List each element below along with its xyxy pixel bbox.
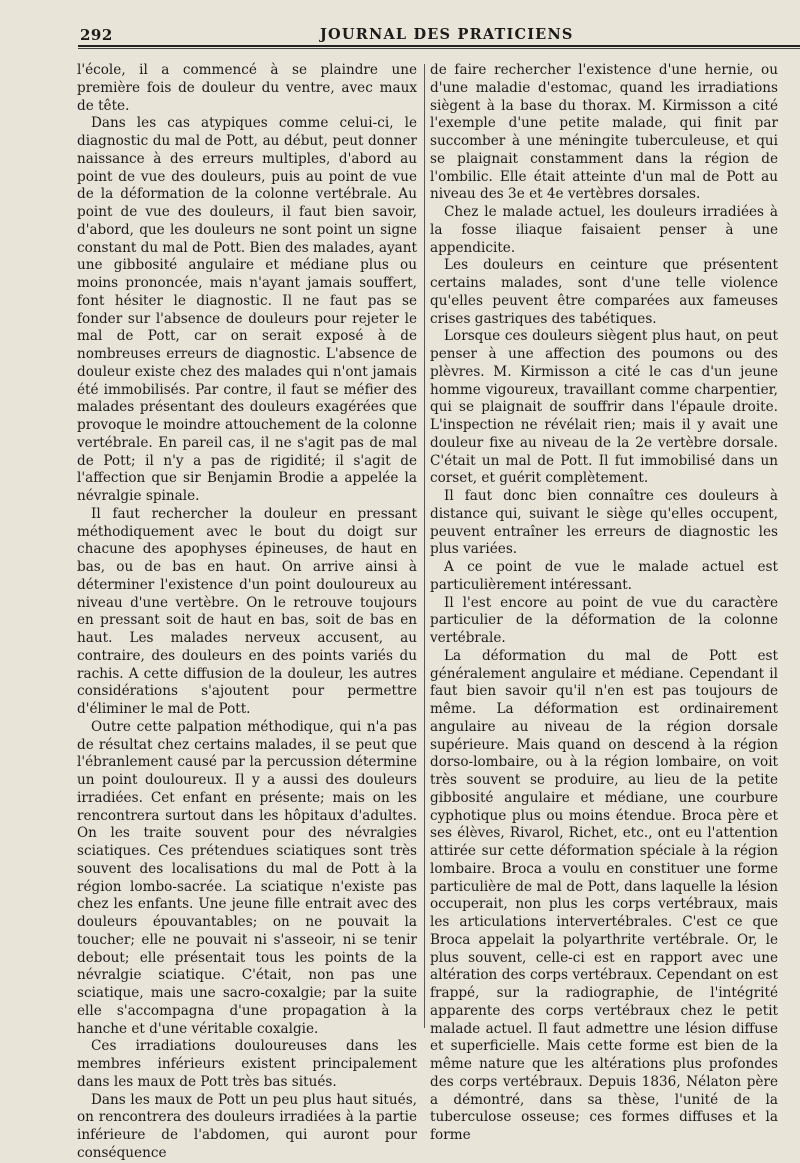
paragraph: Il faut donc bien connaître ces douleurs à distance qui, suivant le siège qu'elles occupent, peuvent entraîner les erreurs de diagnostic les plus variées.	[430, 488, 778, 558]
paragraph: A ce point de vue le malade actuel est particulièrement intéressant.	[430, 559, 778, 593]
column-divider	[424, 64, 425, 1028]
paragraph: Lorsque ces douleurs siègent plus haut, on peut penser à une affection des poumons ou des plèvres. M. Kirmisson a cité le cas d'un jeune homme vigoureux, travaillant comme charpentier, qui se plaignait de souffrir dans l'épaule droite. L'inspection ne révélait rien; mais il y avait une douleur fixe au niveau de la 2e vertèbre dorsale. C'était un mal de Pott. Il fut immobilisé dans un corset, et guérit complètement.	[430, 328, 778, 487]
paragraph: Dans les maux de Pott un peu plus haut situés, on rencontrera des douleurs irradiées à la partie inférieure de l'abdomen, qui auront pour conséquence	[77, 1091, 417, 1161]
paragraph: l'école, il a commencé à se plaindre une première fois de douleur du ventre, avec maux de tête.	[77, 62, 417, 114]
left-column	[77, 62, 417, 1163]
paragraph: Les douleurs en ceinture que présentent certains malades, sont d'une telle violence qu'elles peuvent être comparées aux fameuses crises gastriques des tabétiques.	[430, 257, 778, 327]
right-column	[430, 62, 778, 1145]
paragraph: de faire rechercher l'existence d'une hernie, ou d'une maladie d'estomac, quand les irradiations siègent à la base du thorax. M. Kirmisson a cité l'exemple d'une petite malade, qui finit par succomber à une méningite tuberculeuse, et qui se plaignait constamment dans la région de l'ombilic. Elle était atteinte d'un mal de Pott au niveau des 3e et 4e vertèbres dorsales.	[430, 62, 778, 203]
paragraph: Il l'est encore au point de vue du caractère particulier de la déformation de la colonne vertébrale.	[430, 594, 778, 646]
paragraph: Chez le malade actuel, les douleurs irradiées à la fosse iliaque faisaient penser à une appendicite.	[430, 204, 778, 256]
header-rule-thin	[78, 48, 800, 49]
page-header	[80, 18, 800, 46]
paragraph: Ces irradiations douloureuses dans les membres inférieurs existent principalement dans les maux de Pott très bas situés.	[77, 1038, 417, 1090]
paragraph: Il faut rechercher la douleur en pressant méthodiquement avec le bout du doigt sur chacune des apophyses épineuses, de haut en bas, ou de bas en haut. On arrive ainsi à déterminer l'existence d'un point douloureux au niveau d'une vertèbre. On le retrouve toujours en pressant soit de haut en bas, soit de bas en haut. Les malades nerveux accusent, au contraire, des douleurs en des points variés du rachis. A cette diffusion de la douleur, les autres considérations s'ajoutent pour permettre d'éliminer le mal de Pott.	[77, 505, 417, 717]
header-rule	[78, 45, 800, 47]
paragraph: La déformation du mal de Pott est généralement angulaire et médiane. Cependant il faut bien savoir qu'il n'en est pas toujours de même. La déformation est ordinairement angulaire au niveau de la région dorsale supérieure. Mais quand on descend à la région dorso-lombaire, ou à la région lombaire, on voit très souvent se produire, au lieu de la petite gibbosité angulaire et médiane, une courbure cyphotique plus ou moins étendue. Broca père et ses élèves, Rivarol, Richet, etc., ont eu l'attention attirée sur cette déformation spéciale à la région lombaire. Broca a voulu en constituer une forme particulière de mal de Pott, dans laquelle la lésion occuperait, non plus les corps vertébraux, mais les articulations intervertébrales. C'est ce que Broca appelait la polyarthrite vertébrale. Or, le plus souvent, celle-ci est en rapport avec une altération des corps vertébraux. Cependant on est frappé, sur la radiographie, de l'intégrité apparente des corps vertébraux chez le petit malade actuel. Il faut admettre une lésion diffuse et superficielle. Mais cette forme est bien de la même nature que les altérations plus profondes des corps vertébraux. Depuis 1836, Nélaton père a démontré, dans sa thèse, l'unité de la tuberculose osseuse; ces formes diffuses et la forme	[430, 647, 778, 1143]
journal-title: JOURNAL DES PRATICIENS	[320, 26, 574, 43]
paragraph: Outre cette palpation méthodique, qui n'a pas de résultat chez certains malades, il se peut que l'ébranlement causé par la percussion détermine un point douloureux. Il y a aussi des douleurs irradiées. Cet enfant en présente; mais on les rencontrera surtout dans les hôpitaux d'adultes. On les traite souvent pour des névralgies sciatiques. Ces prétendues sciatiques sont très souvent des localisations du mal de Pott à la région lombo-sacrée. La sciatique n'existe pas chez les enfants. Une jeune fille entrait avec des douleurs épouvantables; on ne pouvait la toucher; elle ne pouvait ni s'asseoir, ni se tenir debout; elle présentait tous les points de la névralgie sciatique. C'était, non pas une sciatique, mais une sacro-coxalgie; par la suite elle s'accompagna d'une propagation à la hanche et d'une véritable coxalgie.	[77, 718, 417, 1037]
page-number: 292	[80, 26, 113, 44]
paragraph: Dans les cas atypiques comme celui-ci, le diagnostic du mal de Pott, au début, peut donner naissance à des erreurs multiples, d'abord au point de vue des douleurs, puis au point de vue de la déformation de la colonne vertébrale. Au point de vue des douleurs, il faut bien savoir, d'abord, que les douleurs ne sont point un signe constant du mal de Pott. Bien des malades, ayant une gibbosité angulaire et médiane plus ou moins prononcée, mais n'ayant jamais souffert, font hésiter le diagnostic. Il ne faut pas se fonder sur l'absence de douleurs pour rejeter le mal de Pott, car on serait exposé à de nombreuses erreurs de diagnostic. L'absence de douleur existe chez des malades qui n'ont jamais été immobilisés. Par contre, il faut se méfier des malades présentant des douleurs exagérées que provoque le moindre attouchement de la colonne vertébrale. En pareil cas, il ne s'agit pas de mal de Pott; il n'y a pas de rigidité; il s'agit de l'affection que sir Benjamin Brodie a appelée la névralgie spinale.	[77, 115, 417, 504]
